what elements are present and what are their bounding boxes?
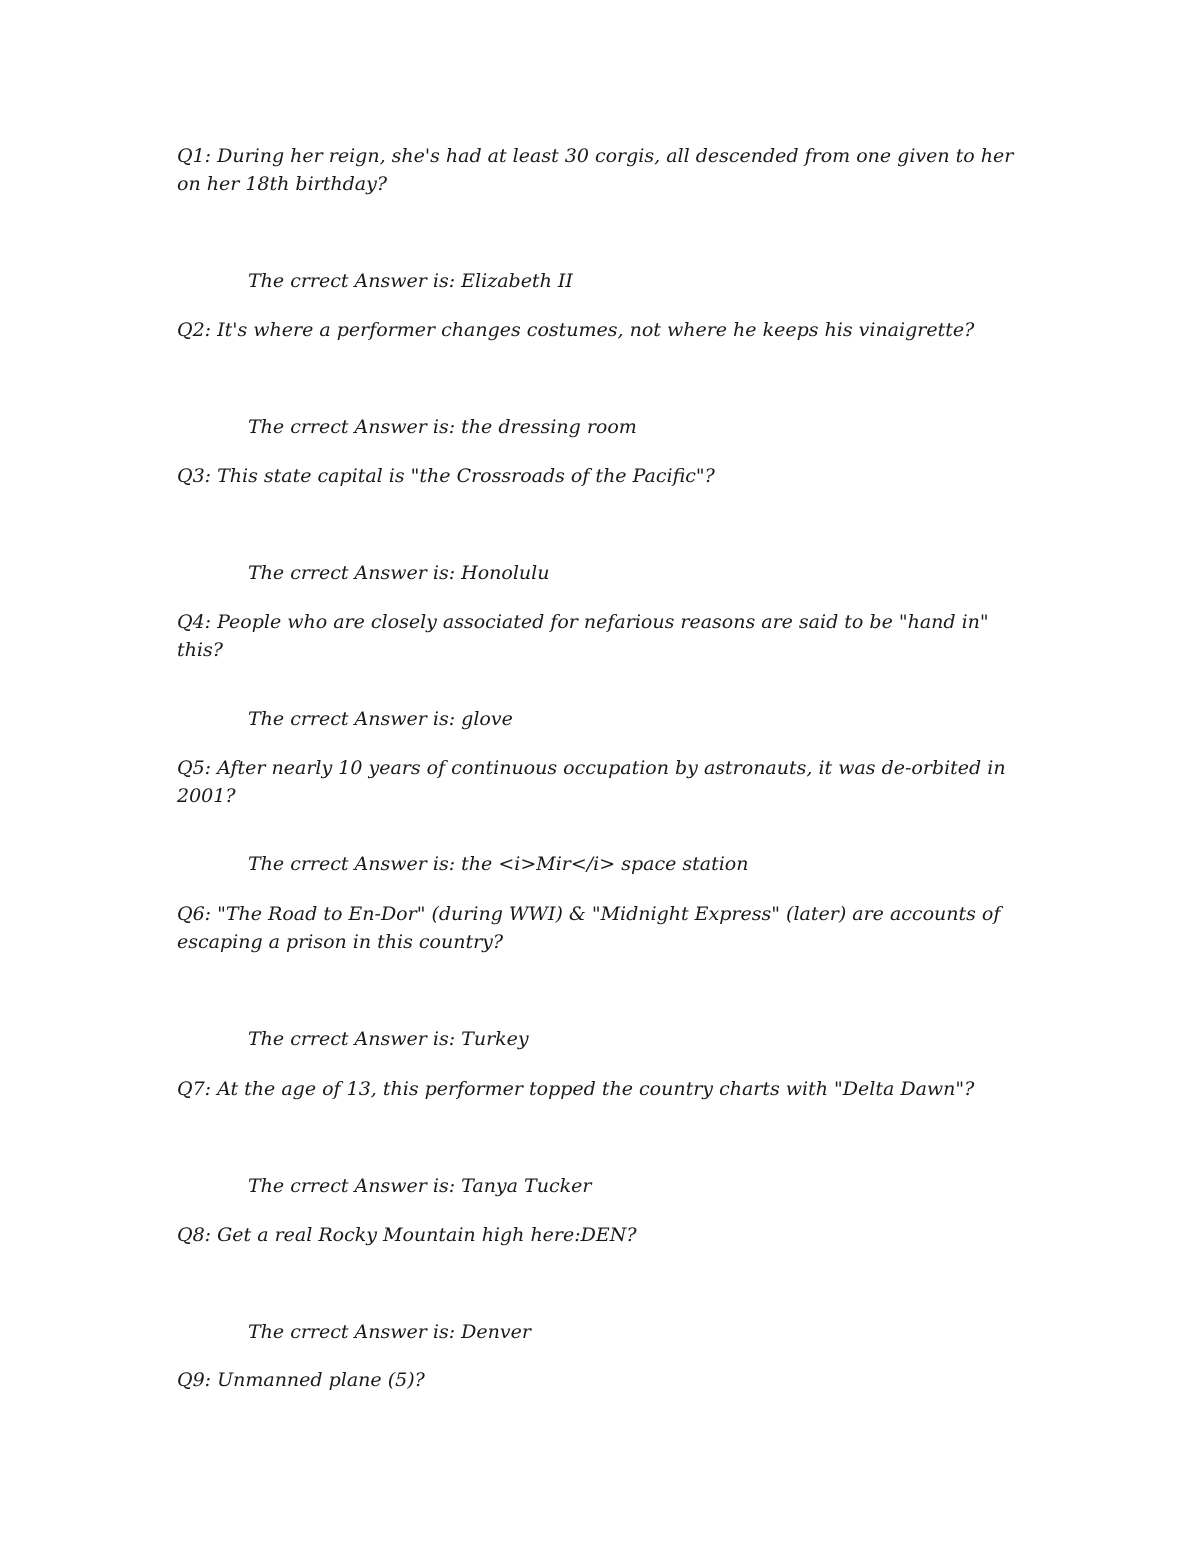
question-5: Q5: After nearly 10 years of continuous occupation by astronauts, it was de-orbited in 2001?	[177, 757, 1006, 807]
question-2: Q2: It's where a performer changes costumes, not where he keeps his vinaigrette?	[177, 319, 975, 341]
question-4: Q4: People who are closely associated for nefarious reasons are said to be "hand in" this?	[177, 611, 989, 661]
question-8: Q8: Get a real Rocky Mountain high here:DEN?	[177, 1224, 637, 1246]
answer-2: The crrect Answer is: the dressing room	[248, 416, 637, 438]
answer-7: The crrect Answer is: Tanya Tucker	[248, 1175, 592, 1197]
answer-6: The crrect Answer is: Turkey	[248, 1028, 529, 1050]
question-6: Q6: "The Road to En-Dor" (during WWI) & "Midnight Express" (later) are accounts of escaping a prison in this country?	[177, 903, 1001, 953]
answer-1: The crrect Answer is: Elizabeth II	[248, 270, 573, 292]
question-7: Q7: At the age of 13, this performer topped the country charts with "Delta Dawn"?	[177, 1078, 975, 1100]
answer-5: The crrect Answer is: the <i>Mir</i> space station	[248, 853, 749, 875]
answer-3: The crrect Answer is: Honolulu	[248, 562, 550, 584]
question-3: Q3: This state capital is "the Crossroads of the Pacific"?	[177, 465, 715, 487]
question-1: Q1: During her reign, she's had at least 30 corgis, all descended from one given to her on her 18th birthday?	[177, 145, 1014, 195]
answer-8: The crrect Answer is: Denver	[248, 1321, 531, 1343]
question-9: Q9: Unmanned plane (5)?	[177, 1369, 425, 1391]
answer-4: The crrect Answer is: glove	[248, 708, 513, 730]
